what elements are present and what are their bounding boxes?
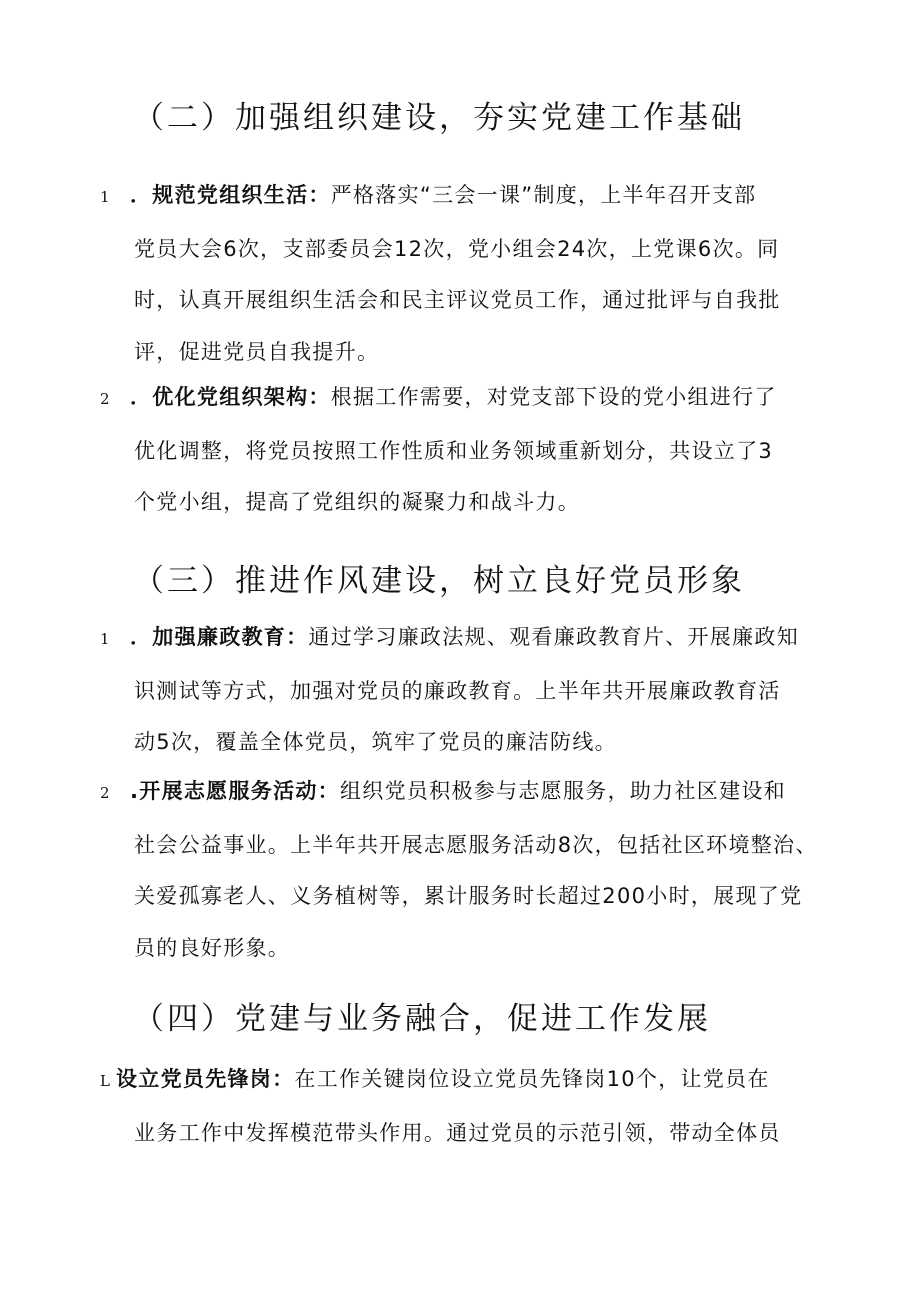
item-text: 时，认真开展组织生活会和民主评议党员工作，通过批评与自我批 (134, 288, 781, 312)
item-number: 2 (100, 784, 111, 802)
item-lead: ．优化党组织架构： (130, 385, 331, 409)
item-text: 在工作关键岗位设立党员先锋岗10个，让党员在 (294, 1067, 770, 1091)
item-text: 员的良好形象。 (134, 935, 291, 960)
item-first-line (100, 372, 808, 426)
item-text: 评，促进党员自我提升。 (134, 339, 380, 364)
item-text: 根据工作需要，对党支部下设的党小组进行了 (330, 385, 777, 409)
item-text: 组织党员积极参与志愿服务，助力社区建设和 (339, 779, 786, 803)
item-first-line (100, 766, 808, 820)
item-first-line (100, 170, 808, 224)
list-item (100, 766, 818, 974)
item-number: L (100, 1072, 112, 1090)
item-lead: .开展志愿服务活动： (130, 779, 340, 803)
item-text: 通过学习廉政法规、观看廉政教育片、开展廉政知 (308, 625, 800, 649)
item-text: 党员大会6次，支部委员会12次，党小组会24次，上党课6次。同 (134, 236, 780, 261)
item-text: 业务工作中发挥模范带头作用。通过党员的示范引领，带动全体员 (134, 1120, 781, 1145)
list-item (100, 612, 808, 769)
item-text: 严格落实“三会一课”制度，上半年召开支部 (330, 183, 757, 207)
item-text: 社会公益事业。上半年共开展志愿服务活动8次，包括社区环境整治、 (134, 832, 818, 857)
item-text: 个党小组，提高了党组织的凝聚力和战斗力。 (134, 490, 580, 514)
item-text: 优化调整，将党员按照工作性质和业务领域重新划分，共设立了3 (134, 438, 774, 463)
item-text: 动5次，覆盖全体党员，筑牢了党员的廉洁防线。 (134, 730, 617, 754)
section-heading-2: （二）加强组织建设，夯实党建工作基础 (133, 100, 745, 136)
item-lead: ．加强廉政教育： (130, 625, 309, 649)
item-lead: 设立党员先锋岗： (116, 1067, 295, 1091)
list-item (100, 372, 808, 529)
list-item (100, 170, 808, 378)
item-first-line (100, 1054, 808, 1108)
item-text: 识测试等方式，加强对党员的廉政教育。上半年共开展廉政教育活 (134, 678, 781, 703)
item-first-line (100, 612, 808, 666)
item-number: 1 (100, 188, 111, 206)
item-text: 关爱孤寡老人、义务植树等，累计服务时长超过200小时，展现了党 (134, 884, 803, 908)
list-item (100, 1054, 808, 1159)
item-number: 1 (100, 630, 111, 648)
item-lead: ．规范党组织生活： (130, 183, 331, 207)
item-number: 2 (100, 390, 111, 408)
section-heading-3: （三）推进作风建设，树立良好党员形象 (133, 563, 745, 599)
section-heading-4: （四）党建与业务融合，促进工作发展 (133, 1001, 711, 1037)
